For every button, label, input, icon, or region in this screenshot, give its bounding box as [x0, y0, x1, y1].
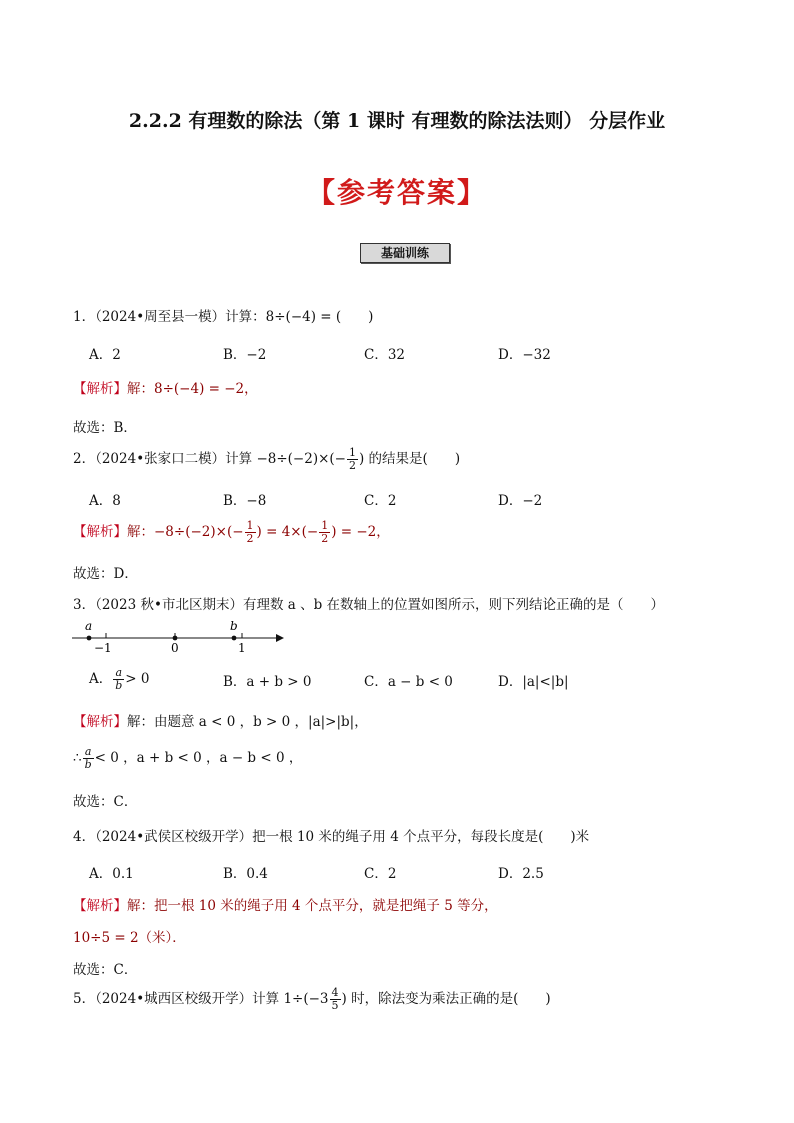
q1-choice: 故选：B．	[73, 420, 137, 436]
q5-stem-fraction	[330, 987, 341, 1012]
point-origin	[173, 636, 178, 641]
q1-option-a: A．2	[89, 347, 121, 363]
q3-choice: 故选：C．	[73, 794, 138, 810]
q5-stem-frac-num: 4	[331, 986, 339, 999]
q4-analysis	[73, 894, 498, 914]
q4-option-c: C．2	[364, 866, 397, 882]
analysis-tag: 【解析】	[73, 714, 127, 730]
q2-stem-frac-num: 1	[349, 446, 356, 459]
q3-option-a-fraction	[113, 667, 124, 692]
q2-analysis-frac2-num: 1	[321, 519, 329, 532]
point-a	[87, 636, 92, 641]
point-b	[232, 636, 237, 641]
q4-choice: 故选：C．	[73, 962, 138, 978]
q5-stem-pre: 5．（2024•城西区校级开学）计算 1÷(−3	[73, 991, 329, 1007]
tick-label-0: 0	[171, 641, 179, 655]
q3-option-b: B．a + b > 0	[223, 674, 312, 690]
analysis-tag: 【解析】	[73, 898, 127, 914]
q2-option-a: A．8	[89, 493, 121, 509]
q3-option-a	[89, 667, 150, 692]
q2-analysis-frac-1	[245, 520, 256, 545]
q3-analysis-2-den: b	[84, 758, 92, 771]
q2-analysis-frac2-den: 2	[321, 532, 329, 545]
q4-option-a: A．0.1	[89, 866, 134, 882]
q4-analysis-2: 10÷5 = 2（米）．	[73, 930, 186, 946]
q3-option-d: D．|a|<|b|	[498, 674, 569, 690]
q5-stem-frac-den: 5	[331, 999, 339, 1012]
q4-option-d: D．2.5	[498, 866, 544, 882]
number-line-arrow	[276, 634, 284, 642]
page-title: 2.2.2 有理数的除法（第 1 课时 有理数的除法法则） 分层作业	[128, 110, 666, 132]
q1-analysis-text: 解：8÷(−4) = −2，	[127, 381, 258, 397]
q3-analysis-2-pre: ∴	[73, 750, 82, 766]
tick-label-neg1: −1	[94, 641, 112, 655]
label-b: b	[230, 619, 238, 633]
section-badge: 基础训练	[360, 243, 450, 263]
q3-analysis-2	[73, 746, 302, 771]
q2-analysis	[73, 520, 390, 545]
q2-option-d: D．−2	[498, 493, 543, 509]
q2-choice: 故选：D．	[73, 566, 138, 582]
q1-option-c: C．32	[364, 347, 406, 363]
q3-analysis-2-fraction	[83, 746, 94, 771]
q3-option-a-den: b	[115, 679, 123, 692]
q2-stem-pre: 2．（2024•张家口二模）计算 −8÷(−2)×(−	[73, 451, 346, 467]
answer-heading: 【参考答案】	[306, 176, 487, 209]
question-3-stem: 3．（2023 秋•市北区期末）有理数 a 、b 在数轴上的位置如图所示，则下列结论正确的是（ ）	[73, 597, 665, 613]
q2-stem-fraction	[347, 447, 358, 472]
q4-option-b: B．0.4	[223, 866, 268, 882]
question-1-stem: 1．（2024•周至县一模）计算：8÷(−4) = ( )	[73, 309, 374, 325]
q3-analysis-2-num: a	[83, 746, 94, 759]
q1-option-d: D．−32	[498, 347, 551, 363]
q3-option-a-num: a	[113, 667, 124, 680]
label-a: a	[85, 619, 93, 633]
question-5-stem	[73, 987, 551, 1012]
q2-stem-post: ) 的结果是( )	[359, 451, 461, 467]
q3-option-a-post: > 0	[125, 671, 150, 687]
q1-option-b: B．−2	[223, 347, 267, 363]
question-4-stem: 4．（2024•武侯区校级开学）把一根 10 米的绳子用 4 个点平分，每段长度是( )米	[73, 829, 590, 845]
analysis-tag: 【解析】	[73, 381, 127, 397]
q2-option-c: C．2	[364, 493, 397, 509]
q2-analysis-a: 解：−8÷(−2)×(−	[127, 524, 244, 540]
q3-option-c: C．a − b < 0	[364, 674, 453, 690]
question-2-stem	[73, 447, 460, 472]
q2-option-b: B．−8	[223, 493, 267, 509]
analysis-tag: 【解析】	[73, 524, 127, 540]
q2-analysis-b: ) = 4×(−	[256, 524, 319, 540]
tick-label-1: 1	[238, 641, 246, 655]
q3-analysis	[73, 710, 368, 730]
q2-stem-frac-den: 2	[349, 459, 356, 472]
q2-analysis-frac1-num: 1	[246, 519, 254, 532]
q1-analysis	[73, 377, 258, 397]
q2-analysis-frac-2	[319, 520, 330, 545]
q3-analysis-2-post: < 0 ，a + b < 0 ，a − b < 0 ，	[94, 750, 303, 766]
q3-analysis-text: 解：由题意 a < 0 ，b > 0 ，|a|>|b|，	[127, 714, 368, 730]
q2-analysis-frac1-den: 2	[246, 532, 254, 545]
q5-stem-post: ) 时，除法变为乘法正确的是( )	[341, 991, 551, 1007]
number-line	[70, 618, 285, 658]
q4-analysis-text: 解：把一根 10 米的绳子用 4 个点平分，就是把绳子 5 等分，	[127, 898, 498, 914]
q2-analysis-c: ) = −2，	[331, 524, 390, 540]
q3-option-a-letter: A．	[89, 671, 113, 687]
